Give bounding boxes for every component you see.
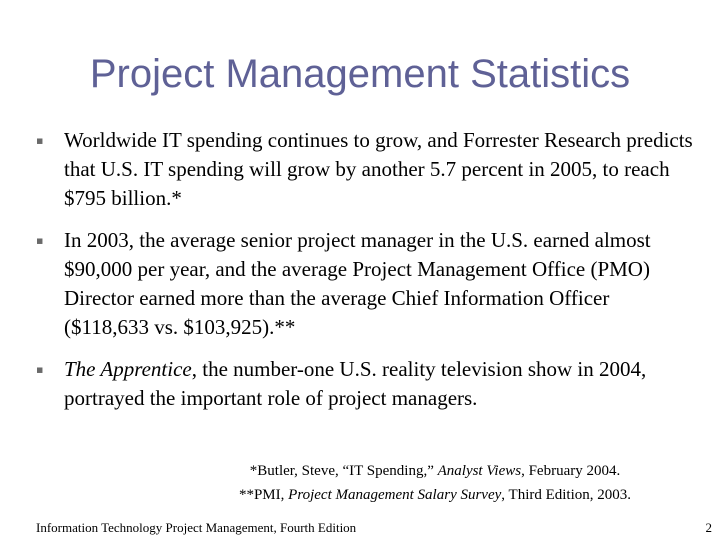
- reference-source: Analyst Views: [437, 463, 522, 479]
- reference-source: Project Management Salary Survey: [288, 487, 502, 503]
- page-title: Project Management Statistics: [89, 52, 631, 96]
- bullet-text: Worldwide IT spending continues to grow, and Forrester Research predicts that U.S. IT spending will grow by another 5.7 percent in 2005, to reach $795 billion.*: [64, 128, 693, 210]
- reference-line: [190, 459, 680, 483]
- reference-text: *Butler, Steve, “IT Spending,”: [249, 463, 438, 479]
- reference-text: , Third Edition, 2003.: [501, 487, 632, 503]
- bullet-item: [36, 355, 696, 413]
- show-title: The Apprentice: [64, 357, 192, 381]
- footer-text: Information Technology Project Management, Fourth Edition: [36, 520, 357, 535]
- references: [190, 459, 680, 507]
- reference-line: [190, 483, 680, 507]
- bullet-item: [36, 226, 696, 342]
- square-bullet-icon: ▪: [36, 234, 44, 247]
- bullet-text: , the number-one U.S. reality television show in 2004, portrayed the important role of project managers.: [64, 357, 647, 410]
- page-number: 2: [705, 520, 712, 535]
- square-bullet-icon: ▪: [36, 363, 44, 376]
- bullet-text: In 2003, the average senior project manager in the U.S. earned almost $90,000 per year, and the average Project Management Office (PMO) Director earned more than the average Chief Information Officer ($118,633 vs. $103,925).**: [64, 228, 651, 339]
- bullet-list: [36, 126, 696, 426]
- bullet-item: [36, 126, 696, 213]
- reference-text: , February 2004.: [521, 463, 621, 479]
- square-bullet-icon: ▪: [36, 134, 44, 147]
- reference-text: **PMI,: [238, 487, 289, 503]
